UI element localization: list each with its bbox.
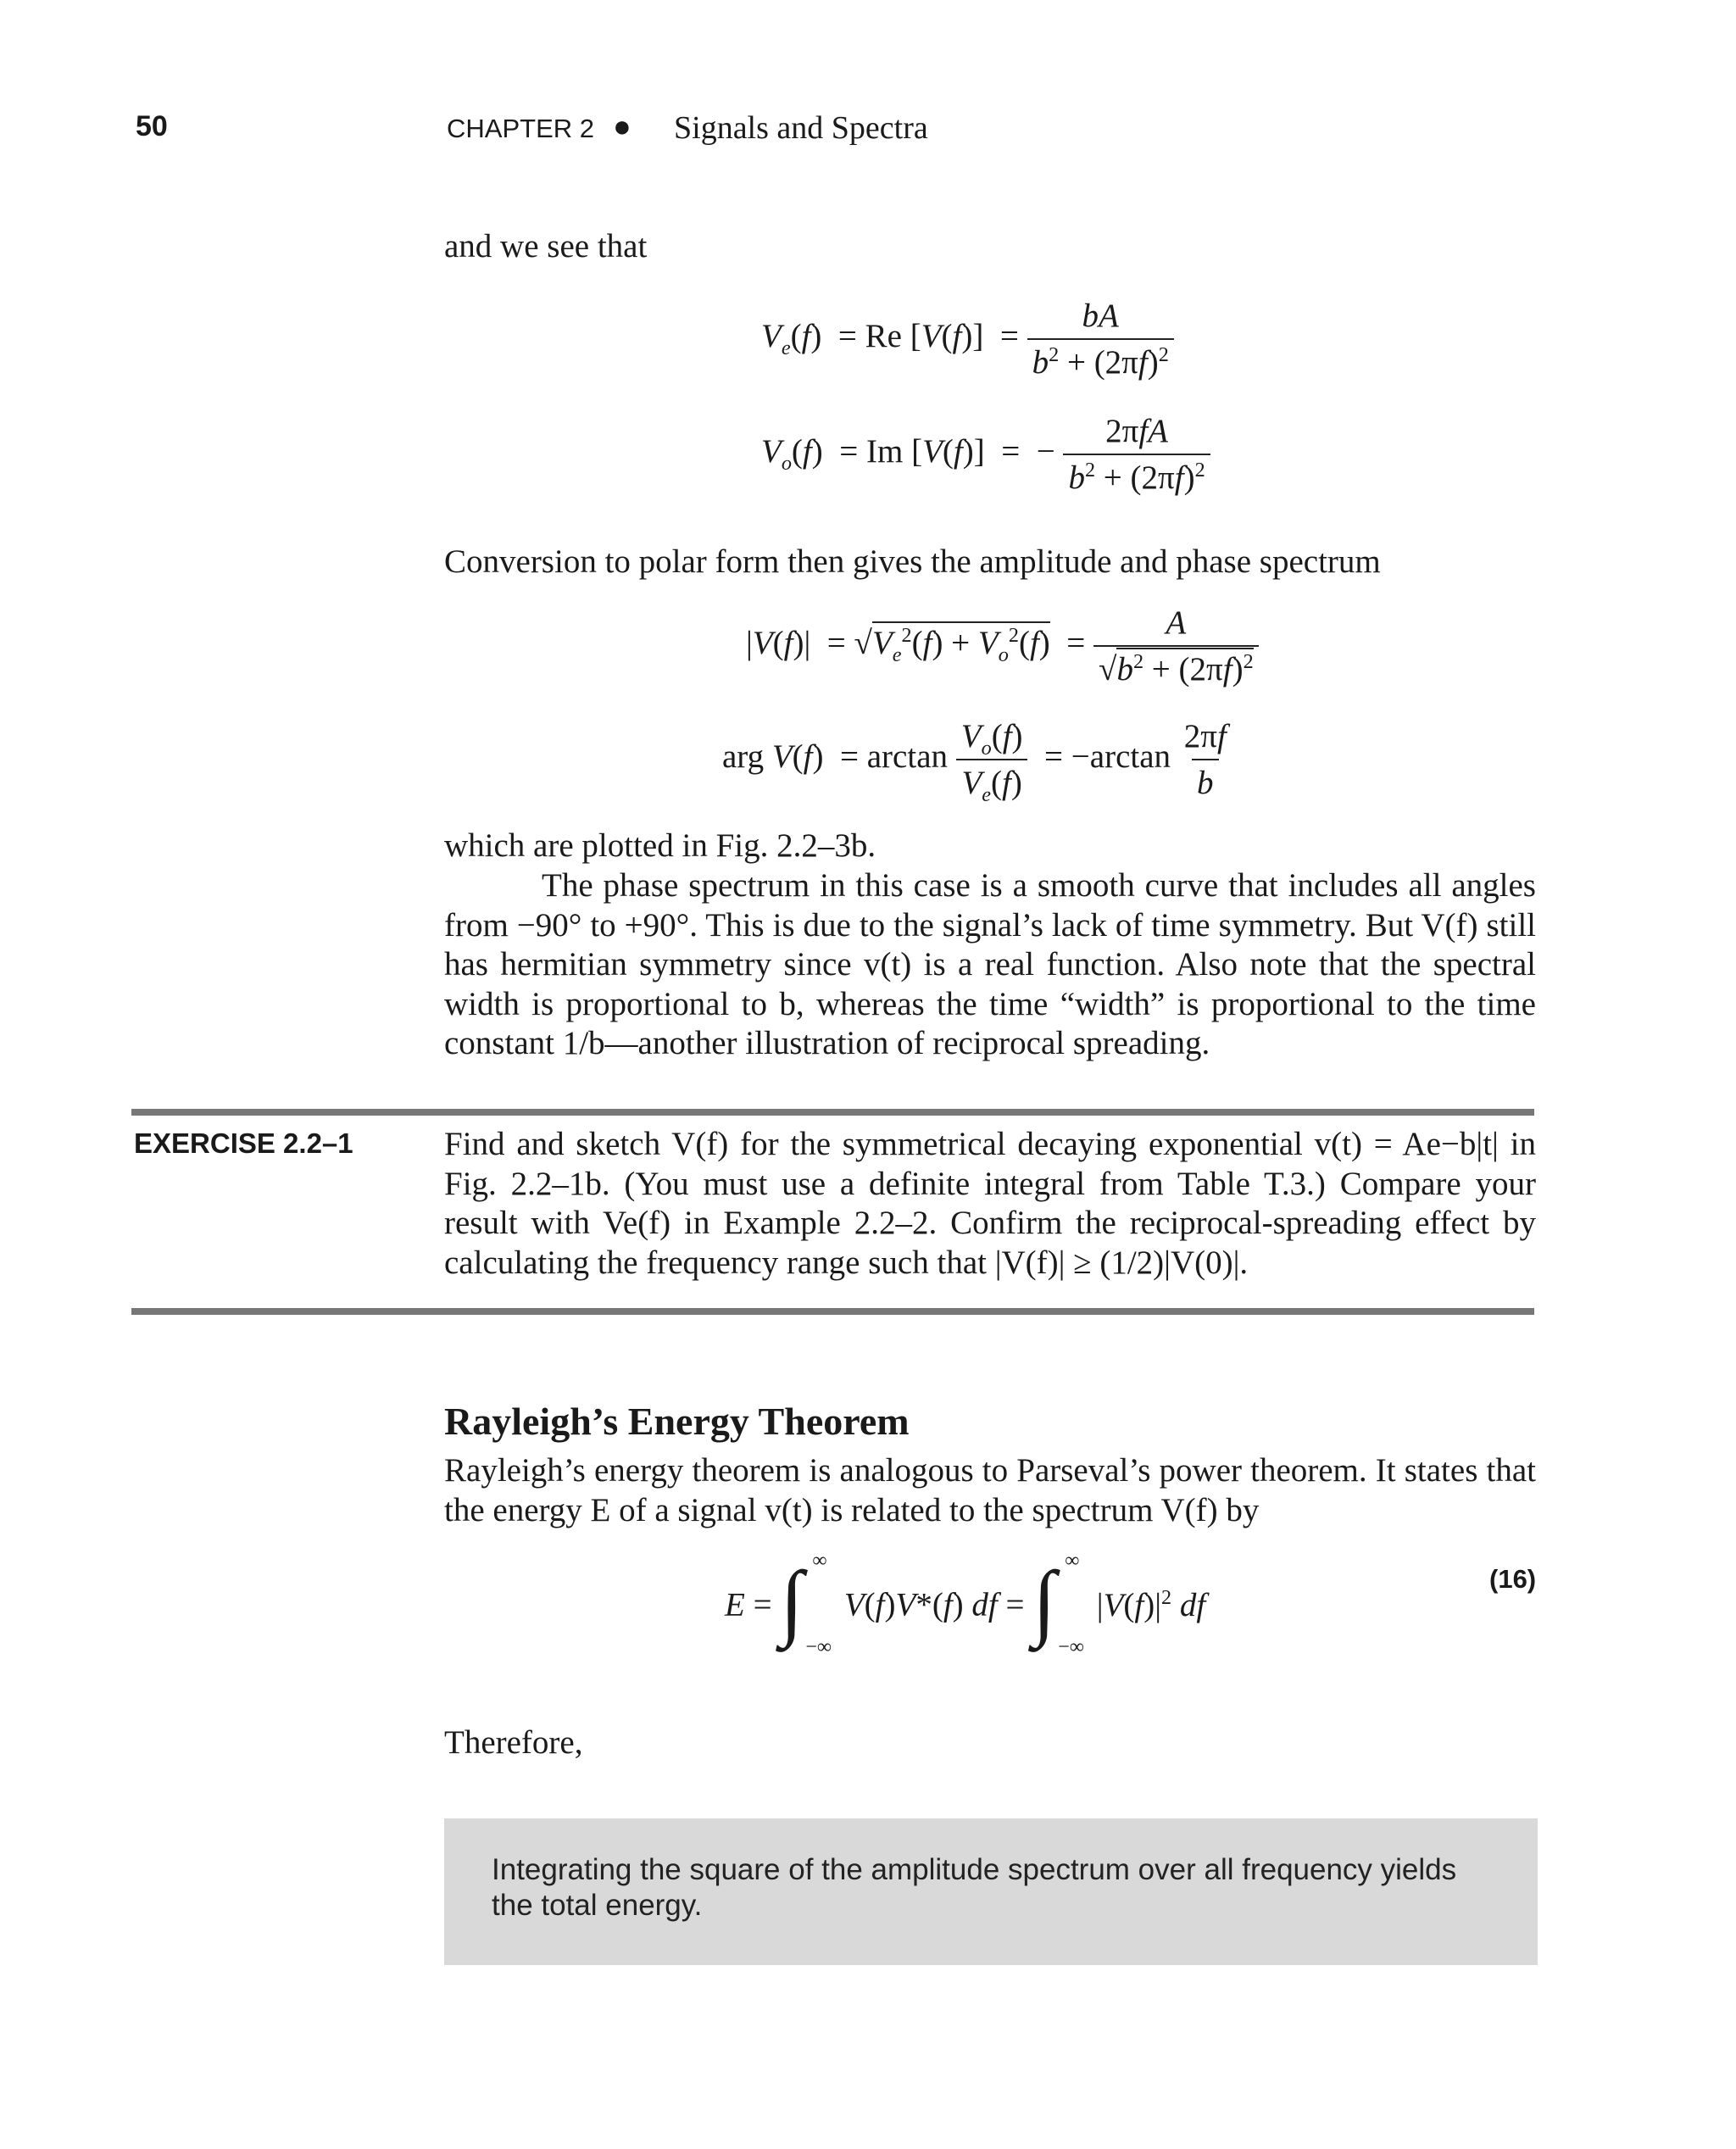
chapter-label: CHAPTER 2 (447, 114, 594, 143)
page-number: 50 (136, 110, 168, 142)
rayleigh-body: Rayleigh’s energy theorem is analogous to Parseval’s power theorem. It states that the energy E of a signal v(t) is related to the spectrum V(f) by (444, 1452, 1536, 1528)
key-statement-text: Integrating the square of the amplitude spectrum over all frequency yields the total energy. (492, 1853, 1457, 1922)
equation-energy: E = ∫ ∞ −∞ V(f)V*(f) df = ∫ ∞ −∞ $|V(f)|^2$ df (725, 1550, 1206, 1658)
therefore-text: Therefore, (444, 1724, 583, 1761)
section-title: Rayleigh’s Energy Theorem (444, 1400, 910, 1443)
exercise-body: Find and sketch V(f) for the symmetrical decaying exponential v(t) = Ae−b|t| in Fig. 2.2–1b. (You must use a definite integral from Table T.3.) Compare your result with Ve(f) in Example 2.2–2. Confirm the reciprocal-spreading effect by calculating the frequency range such that |V(f)| ≥ (1/2)|V(0)|. (444, 1126, 1536, 1281)
exercise-label: EXERCISE 2.2–1 (134, 1127, 353, 1159)
header-bullet: ● (613, 109, 632, 143)
polar-intro-text: Conversion to polar form then gives the amplitude and phase spectrum (444, 543, 1381, 580)
equation-magnitude: $|V(f)| = √V_e^2(f) + V_o^2(f)$ = $\frac{A}{√b^2 + (2\pi f)^2}$ (746, 604, 1259, 688)
exercise-top-rule (131, 1109, 1534, 1116)
equation-number: (16) (1489, 1564, 1537, 1594)
intro-text: and we see that (444, 228, 648, 264)
equation-phase: arg V(f) = arctan $\frac{V_o(f)}{V_e(f)}$ = −arctan $\frac{2\pi f}{b}$ (722, 718, 1227, 806)
equation-vo: $V_o(f) = Im$ [V(f)] = − $\frac{\text{2πfA}}{b^2 + (2\pi f)^2}$ (761, 412, 1210, 497)
section-running-title: Signals and Spectra (674, 110, 928, 146)
phase-paragraph: The phase spectrum in this case is a smooth curve that includes all angles from −90° to +90°. This is due to the signal’s lack of time symmetry. But V(f) still has hermitian symmetry since v(t) is a real function. Also note that the spectral width is proportional to b, whereas the time “width” is proportional to the time constant 1/b—another illustration of reciprocal spreading. (444, 867, 1536, 1061)
exercise-bottom-rule (131, 1308, 1534, 1315)
equation-ve: $V_e(f) = Re$ [V(f)] = $\frac{bA}{b^2 + (2\pi f)^2}$ (761, 297, 1174, 381)
plotted-text: which are plotted in Fig. 2.2–3b. (444, 827, 876, 864)
